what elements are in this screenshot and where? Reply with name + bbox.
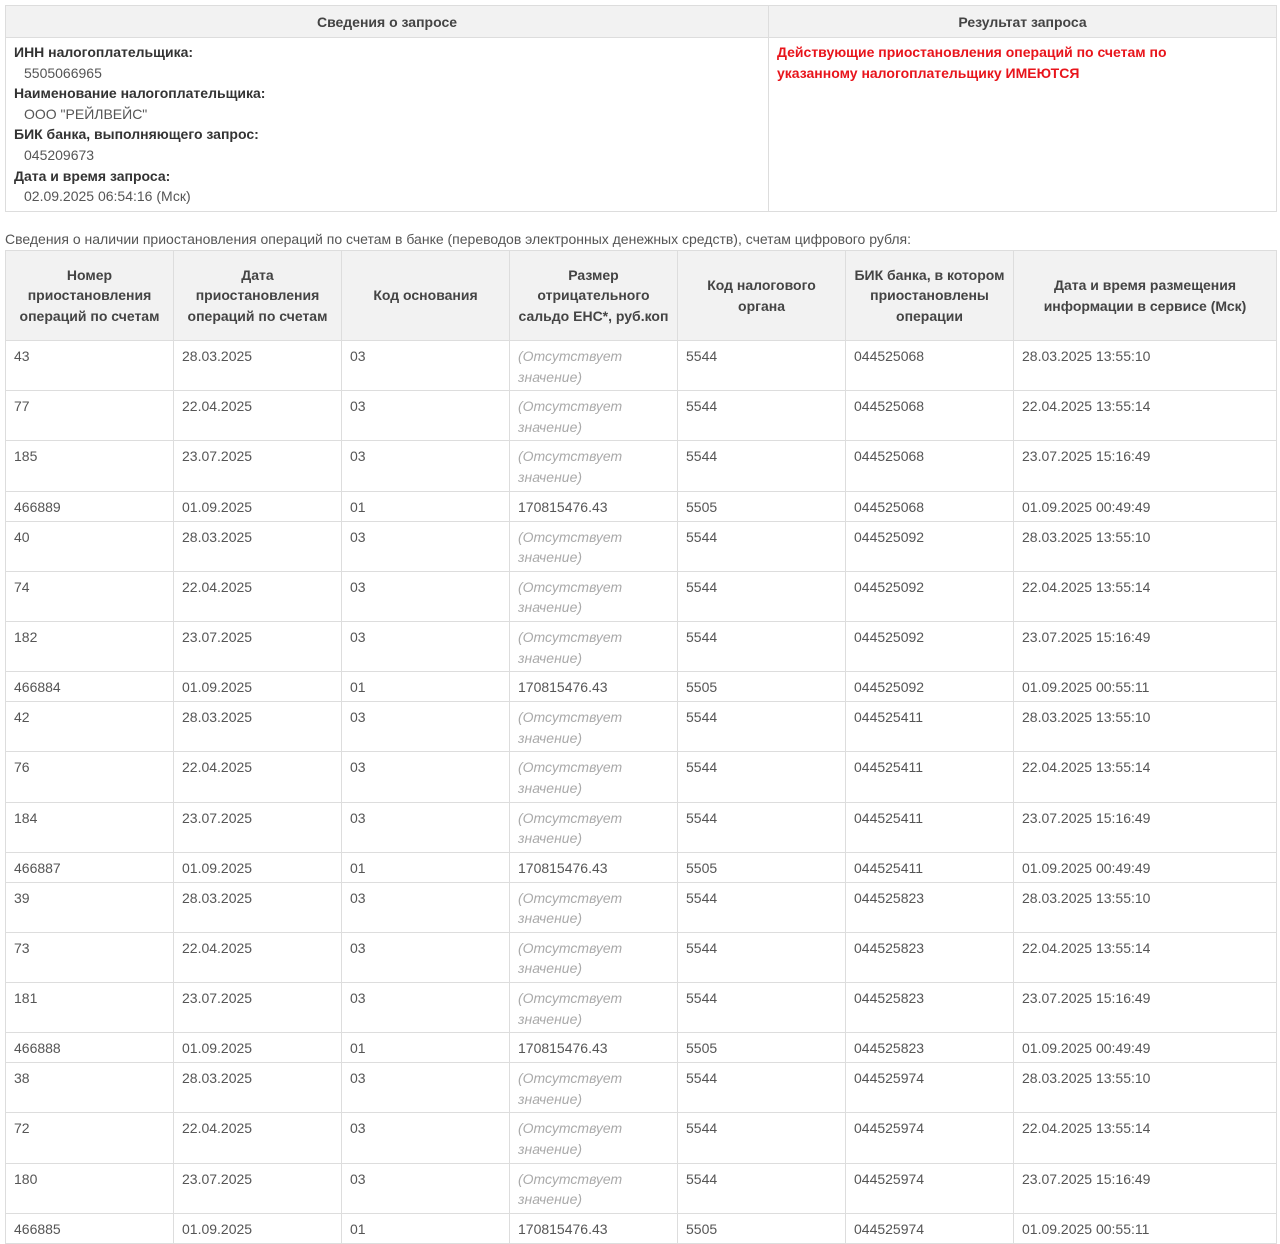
cell-posted-datetime: 22.04.2025 13:55:14 <box>1014 932 1277 982</box>
cell-suspension-number: 42 <box>6 702 174 752</box>
cell-negative-balance: (Отсутствует значение) <box>510 983 678 1033</box>
cell-negative-balance: (Отсутствует значение) <box>510 621 678 671</box>
cell-suspension-date: 01.09.2025 <box>174 672 342 702</box>
table-row <box>6 621 1277 671</box>
cell-negative-balance: 170815476.43 <box>510 672 678 702</box>
table-row <box>6 752 1277 802</box>
cell-suspension-date: 28.03.2025 <box>174 341 342 391</box>
cell-tax-authority-code: 5544 <box>678 571 846 621</box>
cell-bank-bik: 044525823 <box>846 1033 1014 1063</box>
table-caption: Сведения о наличии приостановления операций по счетам в банке (переводов электронных денежных средств), счетам цифрового рубля: <box>5 231 912 247</box>
bik-value: 045209673 <box>24 146 95 163</box>
cell-bank-bik: 044525974 <box>846 1163 1014 1213</box>
cell-negative-balance: (Отсутствует значение) <box>510 1163 678 1213</box>
cell-negative-balance: 170815476.43 <box>510 491 678 521</box>
table-row <box>6 1213 1277 1243</box>
cell-posted-datetime: 28.03.2025 13:55:10 <box>1014 341 1277 391</box>
cell-basis-code: 01 <box>342 491 510 521</box>
table-row <box>6 1033 1277 1063</box>
cell-suspension-date: 22.04.2025 <box>174 391 342 441</box>
cell-suspension-date: 22.04.2025 <box>174 571 342 621</box>
inn-value: 5505066965 <box>24 64 102 81</box>
cell-suspension-number: 40 <box>6 521 174 571</box>
cell-suspension-date: 01.09.2025 <box>174 1033 342 1063</box>
cell-suspension-date: 28.03.2025 <box>174 521 342 571</box>
column-header-posted-datetime: Дата и время размещения информации в сервисе (Мск) <box>1014 251 1277 341</box>
column-header-suspension-number: Номер приостановления операций по счетам <box>6 251 174 341</box>
table-row <box>6 932 1277 982</box>
result-text: Действующие приостановления операций по счетам по указанному налогоплательщику ИМЕЮТСЯ <box>777 44 1167 81</box>
cell-suspension-date: 28.03.2025 <box>174 1063 342 1113</box>
cell-suspension-number: 72 <box>6 1113 174 1163</box>
cell-suspension-number: 39 <box>6 882 174 932</box>
cell-bank-bik: 044525092 <box>846 521 1014 571</box>
cell-posted-datetime: 28.03.2025 13:55:10 <box>1014 882 1277 932</box>
cell-negative-balance: (Отсутствует значение) <box>510 752 678 802</box>
cell-basis-code: 03 <box>342 983 510 1033</box>
cell-bank-bik: 044525411 <box>846 852 1014 882</box>
cell-basis-code: 01 <box>342 1213 510 1243</box>
cell-suspension-date: 23.07.2025 <box>174 983 342 1033</box>
cell-suspension-number: 466884 <box>6 672 174 702</box>
table-row <box>6 852 1277 882</box>
cell-tax-authority-code: 5505 <box>678 491 846 521</box>
cell-negative-balance: (Отсутствует значение) <box>510 1113 678 1163</box>
cell-posted-datetime: 22.04.2025 13:55:14 <box>1014 752 1277 802</box>
cell-suspension-date: 01.09.2025 <box>174 1213 342 1243</box>
cell-suspension-date: 01.09.2025 <box>174 852 342 882</box>
cell-negative-balance: (Отсутствует значение) <box>510 521 678 571</box>
request-date-value: 02.09.2025 06:54:16 (Мск) <box>24 188 191 205</box>
cell-suspension-number: 76 <box>6 752 174 802</box>
cell-suspension-date: 23.07.2025 <box>174 802 342 852</box>
cell-posted-datetime: 28.03.2025 13:55:10 <box>1014 702 1277 752</box>
cell-posted-datetime: 28.03.2025 13:55:10 <box>1014 521 1277 571</box>
table-row <box>6 571 1277 621</box>
cell-tax-authority-code: 5505 <box>678 1213 846 1243</box>
cell-posted-datetime: 28.03.2025 13:55:10 <box>1014 1063 1277 1113</box>
column-header-basis-code: Код основания <box>342 251 510 341</box>
cell-posted-datetime: 22.04.2025 13:55:14 <box>1014 571 1277 621</box>
cell-tax-authority-code: 5505 <box>678 1033 846 1063</box>
bik-label: БИК банка, выполняющего запрос: <box>14 126 259 143</box>
cell-bank-bik: 044525974 <box>846 1113 1014 1163</box>
request-result-header: Результат запроса <box>769 6 1277 38</box>
cell-negative-balance: (Отсутствует значение) <box>510 341 678 391</box>
cell-tax-authority-code: 5544 <box>678 521 846 571</box>
cell-suspension-number: 184 <box>6 802 174 852</box>
cell-posted-datetime: 01.09.2025 00:49:49 <box>1014 852 1277 882</box>
name-value: ООО "РЕЙЛВЕЙС" <box>24 105 148 122</box>
cell-suspension-number: 43 <box>6 341 174 391</box>
cell-basis-code: 03 <box>342 341 510 391</box>
cell-tax-authority-code: 5544 <box>678 932 846 982</box>
cell-tax-authority-code: 5544 <box>678 1063 846 1113</box>
cell-bank-bik: 044525092 <box>846 672 1014 702</box>
table-row <box>6 702 1277 752</box>
cell-tax-authority-code: 5544 <box>678 391 846 441</box>
table-row <box>6 341 1277 391</box>
cell-suspension-number: 466888 <box>6 1033 174 1063</box>
cell-suspension-number: 181 <box>6 983 174 1033</box>
table-row <box>6 882 1277 932</box>
cell-bank-bik: 044525411 <box>846 702 1014 752</box>
cell-basis-code: 03 <box>342 802 510 852</box>
cell-bank-bik: 044525974 <box>846 1213 1014 1243</box>
table-row <box>6 802 1277 852</box>
column-header-tax-authority-code: Код налогового органа <box>678 251 846 341</box>
cell-basis-code: 01 <box>342 672 510 702</box>
cell-negative-balance: 170815476.43 <box>510 1213 678 1243</box>
cell-suspension-number: 466887 <box>6 852 174 882</box>
cell-suspension-date: 23.07.2025 <box>174 1163 342 1213</box>
cell-suspension-date: 22.04.2025 <box>174 932 342 982</box>
cell-suspension-number: 74 <box>6 571 174 621</box>
request-date-label: Дата и время запроса: <box>14 167 171 184</box>
cell-tax-authority-code: 5544 <box>678 882 846 932</box>
cell-posted-datetime: 23.07.2025 15:16:49 <box>1014 802 1277 852</box>
cell-basis-code: 03 <box>342 702 510 752</box>
cell-basis-code: 03 <box>342 521 510 571</box>
cell-basis-code: 03 <box>342 1163 510 1213</box>
table-row <box>6 1163 1277 1213</box>
cell-suspension-number: 38 <box>6 1063 174 1113</box>
cell-suspension-date: 22.04.2025 <box>174 1113 342 1163</box>
table-row <box>6 441 1277 491</box>
cell-basis-code: 03 <box>342 752 510 802</box>
cell-bank-bik: 044525823 <box>846 882 1014 932</box>
cell-suspension-date: 22.04.2025 <box>174 752 342 802</box>
cell-bank-bik: 044525411 <box>846 802 1014 852</box>
cell-bank-bik: 044525068 <box>846 441 1014 491</box>
cell-basis-code: 03 <box>342 571 510 621</box>
table-row <box>6 521 1277 571</box>
cell-suspension-number: 180 <box>6 1163 174 1213</box>
cell-tax-authority-code: 5544 <box>678 752 846 802</box>
cell-basis-code: 01 <box>342 852 510 882</box>
cell-tax-authority-code: 5544 <box>678 802 846 852</box>
cell-bank-bik: 044525068 <box>846 491 1014 521</box>
cell-posted-datetime: 23.07.2025 15:16:49 <box>1014 621 1277 671</box>
cell-negative-balance: (Отсутствует значение) <box>510 802 678 852</box>
cell-suspension-number: 466885 <box>6 1213 174 1243</box>
cell-negative-balance: (Отсутствует значение) <box>510 882 678 932</box>
cell-negative-balance: (Отсутствует значение) <box>510 932 678 982</box>
cell-negative-balance: (Отсутствует значение) <box>510 1063 678 1113</box>
cell-negative-balance: (Отсутствует значение) <box>510 702 678 752</box>
cell-bank-bik: 044525823 <box>846 932 1014 982</box>
cell-bank-bik: 044525092 <box>846 571 1014 621</box>
table-row <box>6 391 1277 441</box>
cell-suspension-number: 77 <box>6 391 174 441</box>
cell-posted-datetime: 22.04.2025 13:55:14 <box>1014 1113 1277 1163</box>
name-label: Наименование налогоплательщика: <box>14 85 266 102</box>
cell-posted-datetime: 01.09.2025 00:55:11 <box>1014 672 1277 702</box>
cell-basis-code: 03 <box>342 621 510 671</box>
cell-suspension-number: 182 <box>6 621 174 671</box>
cell-suspension-number: 73 <box>6 932 174 982</box>
table-row <box>6 491 1277 521</box>
cell-posted-datetime: 22.04.2025 13:55:14 <box>1014 391 1277 441</box>
cell-tax-authority-code: 5544 <box>678 1113 846 1163</box>
cell-tax-authority-code: 5544 <box>678 621 846 671</box>
cell-tax-authority-code: 5505 <box>678 852 846 882</box>
cell-negative-balance: 170815476.43 <box>510 852 678 882</box>
request-result-cell <box>769 38 1277 212</box>
cell-bank-bik: 044525823 <box>846 983 1014 1033</box>
cell-basis-code: 03 <box>342 441 510 491</box>
cell-suspension-date: 23.07.2025 <box>174 621 342 671</box>
cell-bank-bik: 044525092 <box>846 621 1014 671</box>
table-row <box>6 1113 1277 1163</box>
cell-tax-authority-code: 5544 <box>678 1163 846 1213</box>
cell-bank-bik: 044525974 <box>846 1063 1014 1113</box>
cell-posted-datetime: 01.09.2025 00:55:11 <box>1014 1213 1277 1243</box>
column-header-suspension-date: Дата приостановления операций по счетам <box>174 251 342 341</box>
table-row <box>6 1063 1277 1113</box>
column-header-negative-balance: Размер отрицательного сальдо ЕНС*, руб.коп <box>510 251 678 341</box>
cell-bank-bik: 044525068 <box>846 341 1014 391</box>
cell-posted-datetime: 23.07.2025 15:16:49 <box>1014 1163 1277 1213</box>
cell-posted-datetime: 23.07.2025 15:16:49 <box>1014 983 1277 1033</box>
cell-tax-authority-code: 5544 <box>678 341 846 391</box>
cell-negative-balance: (Отсутствует значение) <box>510 391 678 441</box>
cell-basis-code: 03 <box>342 1113 510 1163</box>
request-info-header: Сведения о запросе <box>6 6 769 38</box>
suspensions-table <box>5 250 1277 1244</box>
cell-suspension-date: 28.03.2025 <box>174 702 342 752</box>
cell-basis-code: 03 <box>342 932 510 982</box>
cell-suspension-date: 23.07.2025 <box>174 441 342 491</box>
cell-suspension-date: 01.09.2025 <box>174 491 342 521</box>
inn-label: ИНН налогоплательщика: <box>14 44 194 60</box>
request-info-table <box>5 5 1277 212</box>
table-row <box>6 672 1277 702</box>
cell-basis-code: 01 <box>342 1033 510 1063</box>
request-info-cell <box>6 38 769 212</box>
cell-suspension-number: 466889 <box>6 491 174 521</box>
cell-tax-authority-code: 5505 <box>678 672 846 702</box>
cell-basis-code: 03 <box>342 391 510 441</box>
cell-bank-bik: 044525411 <box>846 752 1014 802</box>
cell-suspension-date: 28.03.2025 <box>174 882 342 932</box>
cell-tax-authority-code: 5544 <box>678 441 846 491</box>
cell-negative-balance: (Отсутствует значение) <box>510 441 678 491</box>
cell-negative-balance: 170815476.43 <box>510 1033 678 1063</box>
cell-basis-code: 03 <box>342 882 510 932</box>
cell-tax-authority-code: 5544 <box>678 983 846 1033</box>
table-row <box>6 983 1277 1033</box>
cell-suspension-number: 185 <box>6 441 174 491</box>
cell-posted-datetime: 01.09.2025 00:49:49 <box>1014 1033 1277 1063</box>
column-header-bank-bik: БИК банка, в котором приостановлены операции <box>846 251 1014 341</box>
cell-tax-authority-code: 5544 <box>678 702 846 752</box>
cell-negative-balance: (Отсутствует значение) <box>510 571 678 621</box>
cell-basis-code: 03 <box>342 1063 510 1113</box>
cell-bank-bik: 044525068 <box>846 391 1014 441</box>
cell-posted-datetime: 23.07.2025 15:16:49 <box>1014 441 1277 491</box>
cell-posted-datetime: 01.09.2025 00:49:49 <box>1014 491 1277 521</box>
